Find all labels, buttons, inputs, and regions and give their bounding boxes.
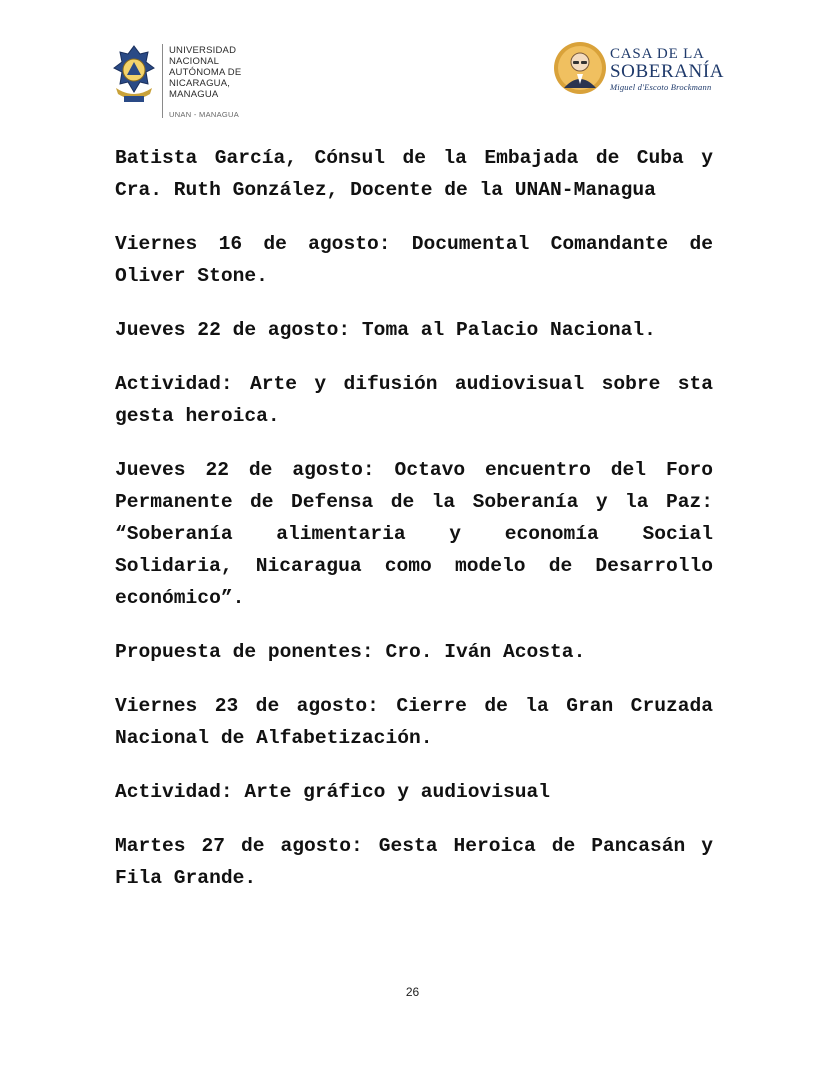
unan-line-1: UNIVERSIDAD <box>169 45 237 56</box>
casa-line-3: Miguel d'Escoto Brockmann <box>610 82 712 92</box>
unan-subtitle: UNAN - MANAGUA <box>169 110 240 119</box>
paragraph-4: Actividad: Arte y difusión audiovisual sobre sta gesta heroica. <box>115 373 713 427</box>
casa-line-1: CASA DE LA <box>610 46 705 62</box>
page-header <box>0 0 825 130</box>
unan-line-4: NICARAGUA, <box>169 78 231 89</box>
casa-soberania-portrait-icon <box>552 40 608 96</box>
paragraph-5: Jueves 22 de agosto: Octavo encuentro del Foro Permanente de Defensa de la Soberanía y la Paz: “Soberanía alimentaria y economía Social Solidaria, Nicaragua como modelo de Desarrollo económico”. <box>115 459 713 609</box>
unan-line-2: NACIONAL <box>169 56 220 67</box>
paragraph-9: Martes 27 de agosto: Gesta Heroica de Pancasán y Fila Grande. <box>115 835 713 889</box>
unan-line-3: AUTÓNOMA DE <box>169 67 242 78</box>
paragraph-6: Propuesta de ponentes: Cro. Iván Acosta. <box>115 641 586 663</box>
header-divider <box>162 44 163 118</box>
unan-crest-icon <box>110 44 158 108</box>
paragraph-7: Viernes 23 de agosto: Cierre de la Gran Cruzada Nacional de Alfabetización. <box>115 695 713 749</box>
unan-name <box>169 45 289 100</box>
document-body <box>115 142 713 916</box>
unan-line-5: MANAGUA <box>169 89 219 100</box>
paragraph-3: Jueves 22 de agosto: Toma al Palacio Nacional. <box>115 319 656 341</box>
casa-line-2: SOBERANÍA <box>610 61 725 82</box>
paragraph-8: Actividad: Arte gráfico y audiovisual <box>115 781 551 803</box>
paragraph-1: Batista García, Cónsul de la Embajada de Cuba y Cra. Ruth González, Docente de la UNAN-Managua <box>115 147 713 201</box>
paragraph-2: Viernes 16 de agosto: Documental Comandante de Oliver Stone. <box>115 233 713 287</box>
page-number: 26 <box>405 985 420 999</box>
casa-soberania-name <box>610 46 724 92</box>
